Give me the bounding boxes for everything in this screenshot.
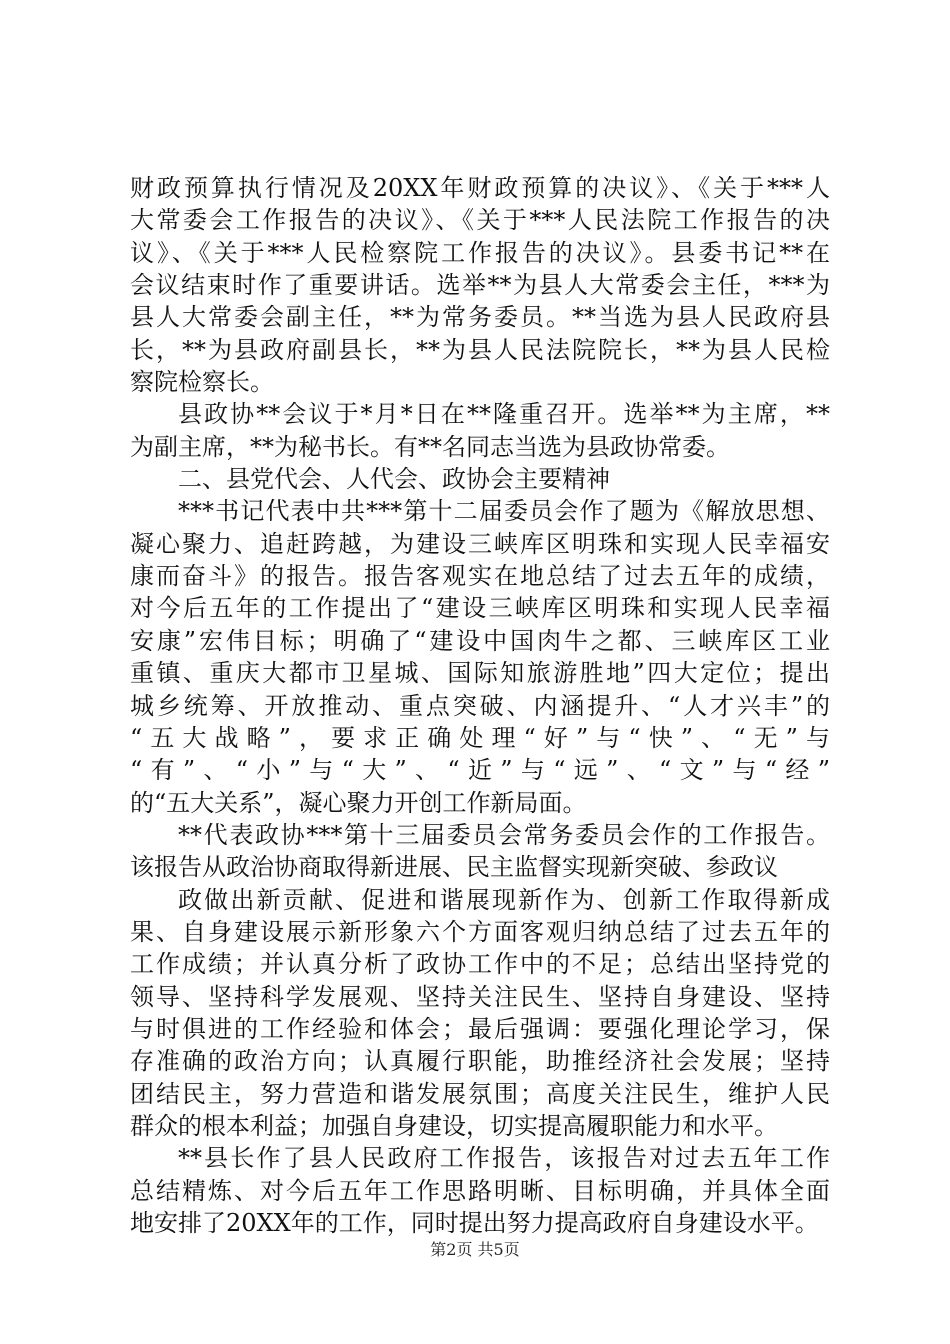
text-line: 团结民主，努力营造和谐发展氛围；高度关注民生，维护人民 bbox=[130, 1079, 830, 1108]
text-line: 县人大常委会副主任，**为常务委员。**当选为县人民政府县 bbox=[130, 303, 830, 332]
text-line: **代表政协***第十三届委员会常务委员会作的工作报告。 bbox=[178, 820, 830, 849]
text-line: 议》、《关于***人民检察院工作报告的决议》。县委书记**在 bbox=[130, 238, 830, 267]
text-line: 地安排了20XX年的工作，同时提出努力提高政府自身建设水平。 bbox=[130, 1209, 819, 1237]
text-line: 该报告从政治协商取得新进展、民主监督实现新突破、参政议 bbox=[130, 853, 778, 882]
text-line: “有”、“小”与“大”、“近”与“远”、“文”与“经” bbox=[130, 756, 830, 785]
text-line: 对今后五年的工作提出了“建设三峡库区明珠和实现人民幸福 bbox=[130, 594, 830, 623]
text-line: ***书记代表中共***第十二届委员会作了题为《解放思想、 bbox=[178, 497, 830, 526]
text-line: 凝心聚力、追赶跨越，为建设三峡库区明珠和实现人民幸福安 bbox=[130, 529, 830, 558]
text-line: 的“五大关系”，凝心聚力开创工作新局面。 bbox=[130, 788, 587, 817]
text-line: **县长作了县人民政府工作报告，该报告对过去五年工作 bbox=[178, 1144, 830, 1173]
text-line: 会议结束时作了重要讲话。选举**为县人大常委会主任，***为 bbox=[130, 271, 830, 300]
text-line: 与时俱进的工作经验和体会；最后强调：要强化理论学习，保 bbox=[130, 1014, 830, 1043]
text-line: 重镇、重庆大都市卫星城、国际知旅游胜地”四大定位；提出 bbox=[130, 659, 830, 688]
text-line: 果、自身建设展示新形象六个方面客观归纳总结了过去五年的 bbox=[130, 917, 830, 946]
text-line: 为副主席，**为秘书长。有**名同志当选为县政协常委。 bbox=[130, 432, 730, 461]
text-line: 察院检察长。 bbox=[130, 368, 274, 397]
text-line: 大常委会工作报告的决议》、《关于***人民法院工作报告的决 bbox=[130, 206, 830, 235]
text-line: 政做出新贡献、促进和谐展现新作为、创新工作取得新成 bbox=[178, 885, 830, 914]
text-line: 群众的根本利益；加强自身建设，切实提高履职能力和水平。 bbox=[130, 1111, 778, 1140]
text-line: 长，**为县政府副县长，**为县人民法院院长，**为县人民检 bbox=[130, 335, 830, 364]
document-body bbox=[130, 172, 830, 1239]
text-line: 城乡统筹、开放推动、重点突破、内涵提升、“人才兴丰”的 bbox=[130, 691, 830, 720]
text-line: 财政预算执行情况及20XX年财政预算的决议》、《关于***人 bbox=[130, 174, 830, 202]
text-line: 总结精炼、对今后五年工作思路明晰、目标明确，并具体全面 bbox=[130, 1176, 830, 1205]
text-line: 二、县党代会、人代会、政协会主要精神 bbox=[178, 465, 610, 494]
page-footer: 第2页 共5页 bbox=[430, 1240, 520, 1259]
text-line: 领导、坚持科学发展观、坚持关注民生、坚持自身建设、坚持 bbox=[130, 982, 830, 1011]
text-line: “五大战略”，要求正确处理“好”与“快”、“无”与 bbox=[130, 723, 830, 752]
text-line: 存准确的政治方向；认真履行职能，助推经济社会发展；坚持 bbox=[130, 1047, 830, 1076]
text-line: 工作成绩；并认真分析了政协工作中的不足；总结出坚持党的 bbox=[130, 950, 830, 979]
text-line: 安康”宏伟目标；明确了“建设中国肉牛之都、三峡库区工业 bbox=[130, 626, 830, 655]
text-line: 康而奋斗》的报告。报告客观实在地总结了过去五年的成绩， bbox=[130, 562, 830, 591]
text-line: 县政协**会议于*月*日在**隆重召开。选举**为主席，** bbox=[178, 400, 830, 429]
